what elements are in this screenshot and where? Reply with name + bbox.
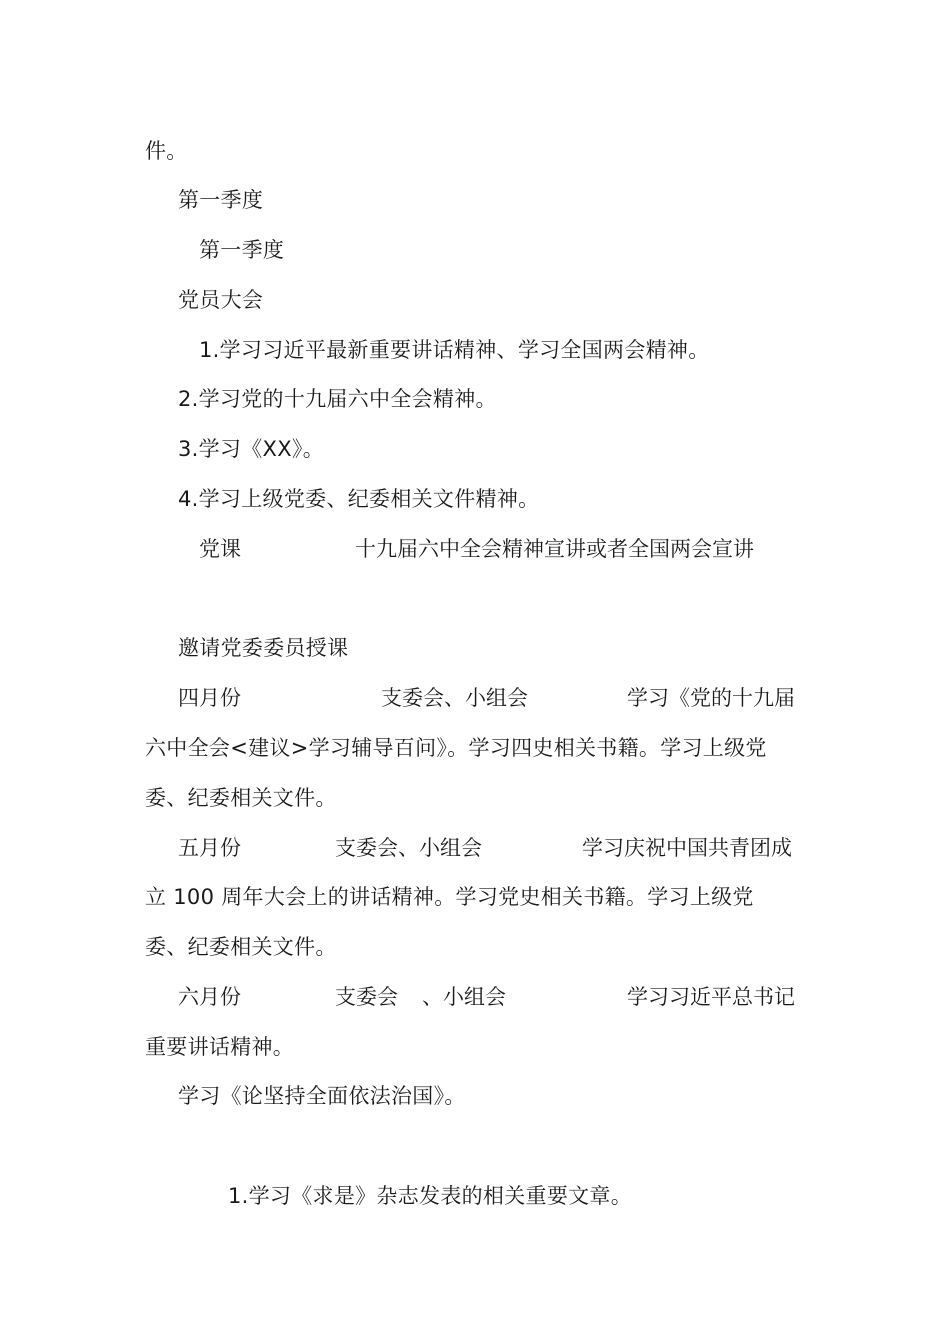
month-label: 六月份 xyxy=(178,985,241,1009)
text-line: 重要讲话精神。 xyxy=(145,1035,295,1059)
list-item: 4.学习上级党委、纪委相关文件精神。 xyxy=(178,487,540,511)
meeting-type: 支委会、小组会 xyxy=(381,686,528,710)
text-line: 学习《论坚持全面依法治国》。 xyxy=(178,1084,466,1108)
study-content: 学习《党的十九届 xyxy=(627,686,795,710)
text-line: 邀请党委委员授课 xyxy=(178,636,349,660)
list-item: 3.学习《XX》。 xyxy=(178,437,325,461)
row-content: 十九届六中全会精神宣讲或者全国两会宣讲 xyxy=(355,537,754,561)
text-line: 立 100 周年大会上的讲话精神。学习党史相关书籍。学习上级党 xyxy=(145,885,754,909)
list-item: 1.学习《求是》杂志发表的相关重要文章。 xyxy=(228,1184,633,1208)
meeting-type-extra: 、小组会 xyxy=(422,985,506,1009)
list-item: 2.学习党的十九届六中全会精神。 xyxy=(178,387,497,411)
section-heading: 第一季度 xyxy=(178,188,264,212)
section-heading: 第一季度 xyxy=(199,238,285,262)
text-line: 六中全会<建议>学习辅导百问》。学习四史相关书籍。学习上级党 xyxy=(145,736,767,760)
text-line: 委、纪委相关文件。 xyxy=(145,935,337,959)
meeting-type: 支委会、小组会 xyxy=(335,836,482,860)
month-label: 五月份 xyxy=(178,836,241,860)
text-line: 件。 xyxy=(145,139,188,163)
study-content: 学习庆祝中国共青团成 xyxy=(582,836,792,860)
meeting-type: 党员大会 xyxy=(178,288,264,312)
list-item: 1.学习习近平最新重要讲话精神、学习全国两会精神。 xyxy=(199,338,710,362)
text-line: 委、纪委相关文件。 xyxy=(145,786,337,810)
row-label: 党课 xyxy=(199,537,241,561)
month-label: 四月份 xyxy=(178,686,241,710)
meeting-type: 支委会 xyxy=(335,985,398,1009)
study-content: 学习习近平总书记 xyxy=(627,985,795,1009)
